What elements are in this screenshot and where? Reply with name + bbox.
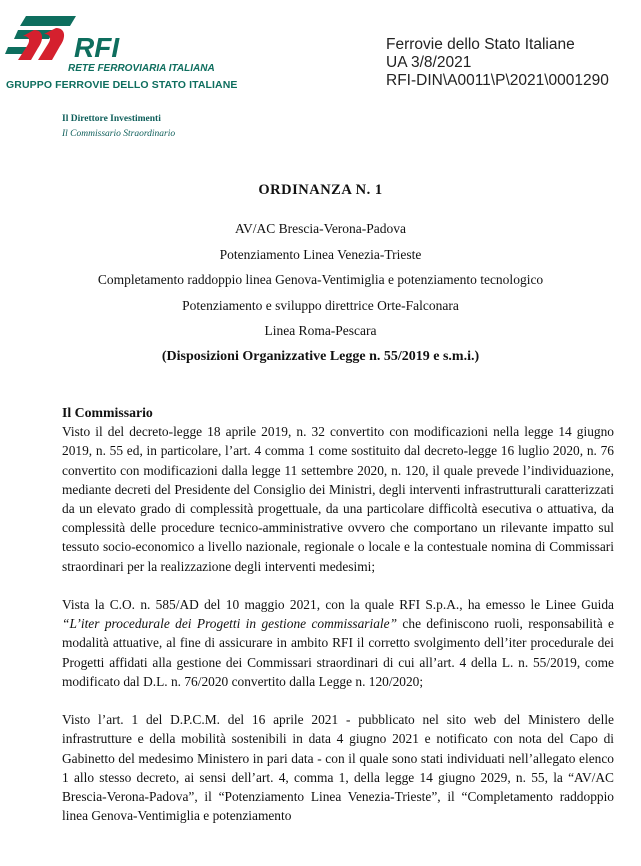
protocol-stamp — [386, 36, 609, 90]
group-name: GRUPPO FERROVIE DELLO STATO ITALIANE — [6, 79, 238, 91]
document-subtitles — [0, 216, 641, 369]
brand-name: RFI — [74, 32, 120, 63]
paragraph-spacer — [62, 691, 614, 710]
subtitle-line: Potenziamento Linea Venezia-Trieste — [219, 246, 422, 262]
subtitle-line: Potenziamento e sviluppo direttrice Orte-Falconara — [182, 297, 459, 313]
paragraph-2-text: Vista la C.O. n. 585/AD del 10 maggio 2021, con la quale RFI S.p.A., ha emesso le Linee Guida — [62, 597, 614, 613]
paragraph-spacer — [62, 576, 614, 595]
sender-block — [62, 112, 175, 142]
section-heading: Il Commissario — [62, 405, 153, 420]
fs-logo-mark-icon — [4, 14, 76, 64]
protocol-line-number: RFI-DIN\A0011\P\2021\0001290 — [386, 72, 609, 89]
paragraph-3: Visto l’art. 1 del D.P.C.M. del 16 aprile 2021 - pubblicato nel sito web del Ministero delle infrastrutture e della mobilità sostenibili in data 4 giugno 2021 e notificato con nota del Capo di Gabinetto del medesimo Ministero in pari data - con il quale sono stati individuati nell’allegato elenco 1 allo stesso decreto, ai sensi dell’art. 4, comma 1, della legge 14 giugno 2029, n. 55, la “AV/AC Brescia-Verona-Padova”, il “Potenziamento Linea Venezia-Trieste”, il “Completamento raddoppio linea Genova-Ventimiglia e potenziamento — [62, 712, 614, 824]
subtitle-line: Linea Roma-Pescara — [264, 323, 377, 338]
subtitle-line: AV/AC Brescia-Verona-Padova — [234, 221, 407, 236]
paragraph-2 — [62, 595, 614, 691]
guideline-title: “L’iter procedurale dei Progetti in gestione commissariale” — [62, 616, 398, 632]
rfi-logo — [4, 14, 244, 91]
protocol-line-date: UA 3/8/2021 — [386, 54, 472, 71]
protocol-line-organization: Ferrovie dello Stato Italiane — [386, 36, 575, 53]
paragraph-2-text-continued: che definiscono ruoli, responsabilità e modalità attuative, al fine di assicurare in ambito RFI il corretto svolgimento dell’iter procedurale dei Progetti affidati alla gestione dei Commissari straordinari di cui all’art. 4 della L. n. 55/2019, come modificato dal D.L. n. 76/2020 convertito dalla Legge n. 120/2020; — [62, 616, 614, 689]
brand-full-name: RETE FERROVIARIA ITALIANA — [68, 63, 215, 74]
sender-role: Il Commissario Straordinario — [62, 129, 176, 139]
document-body — [62, 403, 614, 825]
document-title: ORDINANZA N. 1 — [258, 182, 383, 198]
subtitle-legal-reference: (Disposizioni Organizzative Legge n. 55/2019 e s.m.i.) — [161, 348, 480, 364]
sender-title: Il Direttore Investimenti — [62, 114, 161, 124]
paragraph-1: Visto il del decreto-legge 18 aprile 2019, n. 32 convertito con modificazioni nella legge 14 giugno 2019, n. 55 ed, in particolare, l’art. 4 comma 1 come sostituito dal decreto-legge 16 luglio 2020, n. 76 convertito con modificazioni dalla legge 11 settembre 2020, n. 120, il quale prevede l’individuazione, mediante decreti del Presidente del Consiglio dei Ministri, degli interventi infrastrutturali caratterizzati da un elevato grado di complessità progettuale, da una particolare difficoltà esecutiva o attuativa, da complessità delle procedure tecnico-amministrative ovvero che comportano un rilevante impatto sul tessuto socio-economico a livello nazionale, regionale o locale e la contestuale nomina di Commissari straordinari per la realizzazione degli interventi medesimi; — [62, 424, 614, 574]
subtitle-line: Completamento raddoppio linea Genova-Ventimiglia e potenziamento tecnologico — [97, 272, 544, 287]
